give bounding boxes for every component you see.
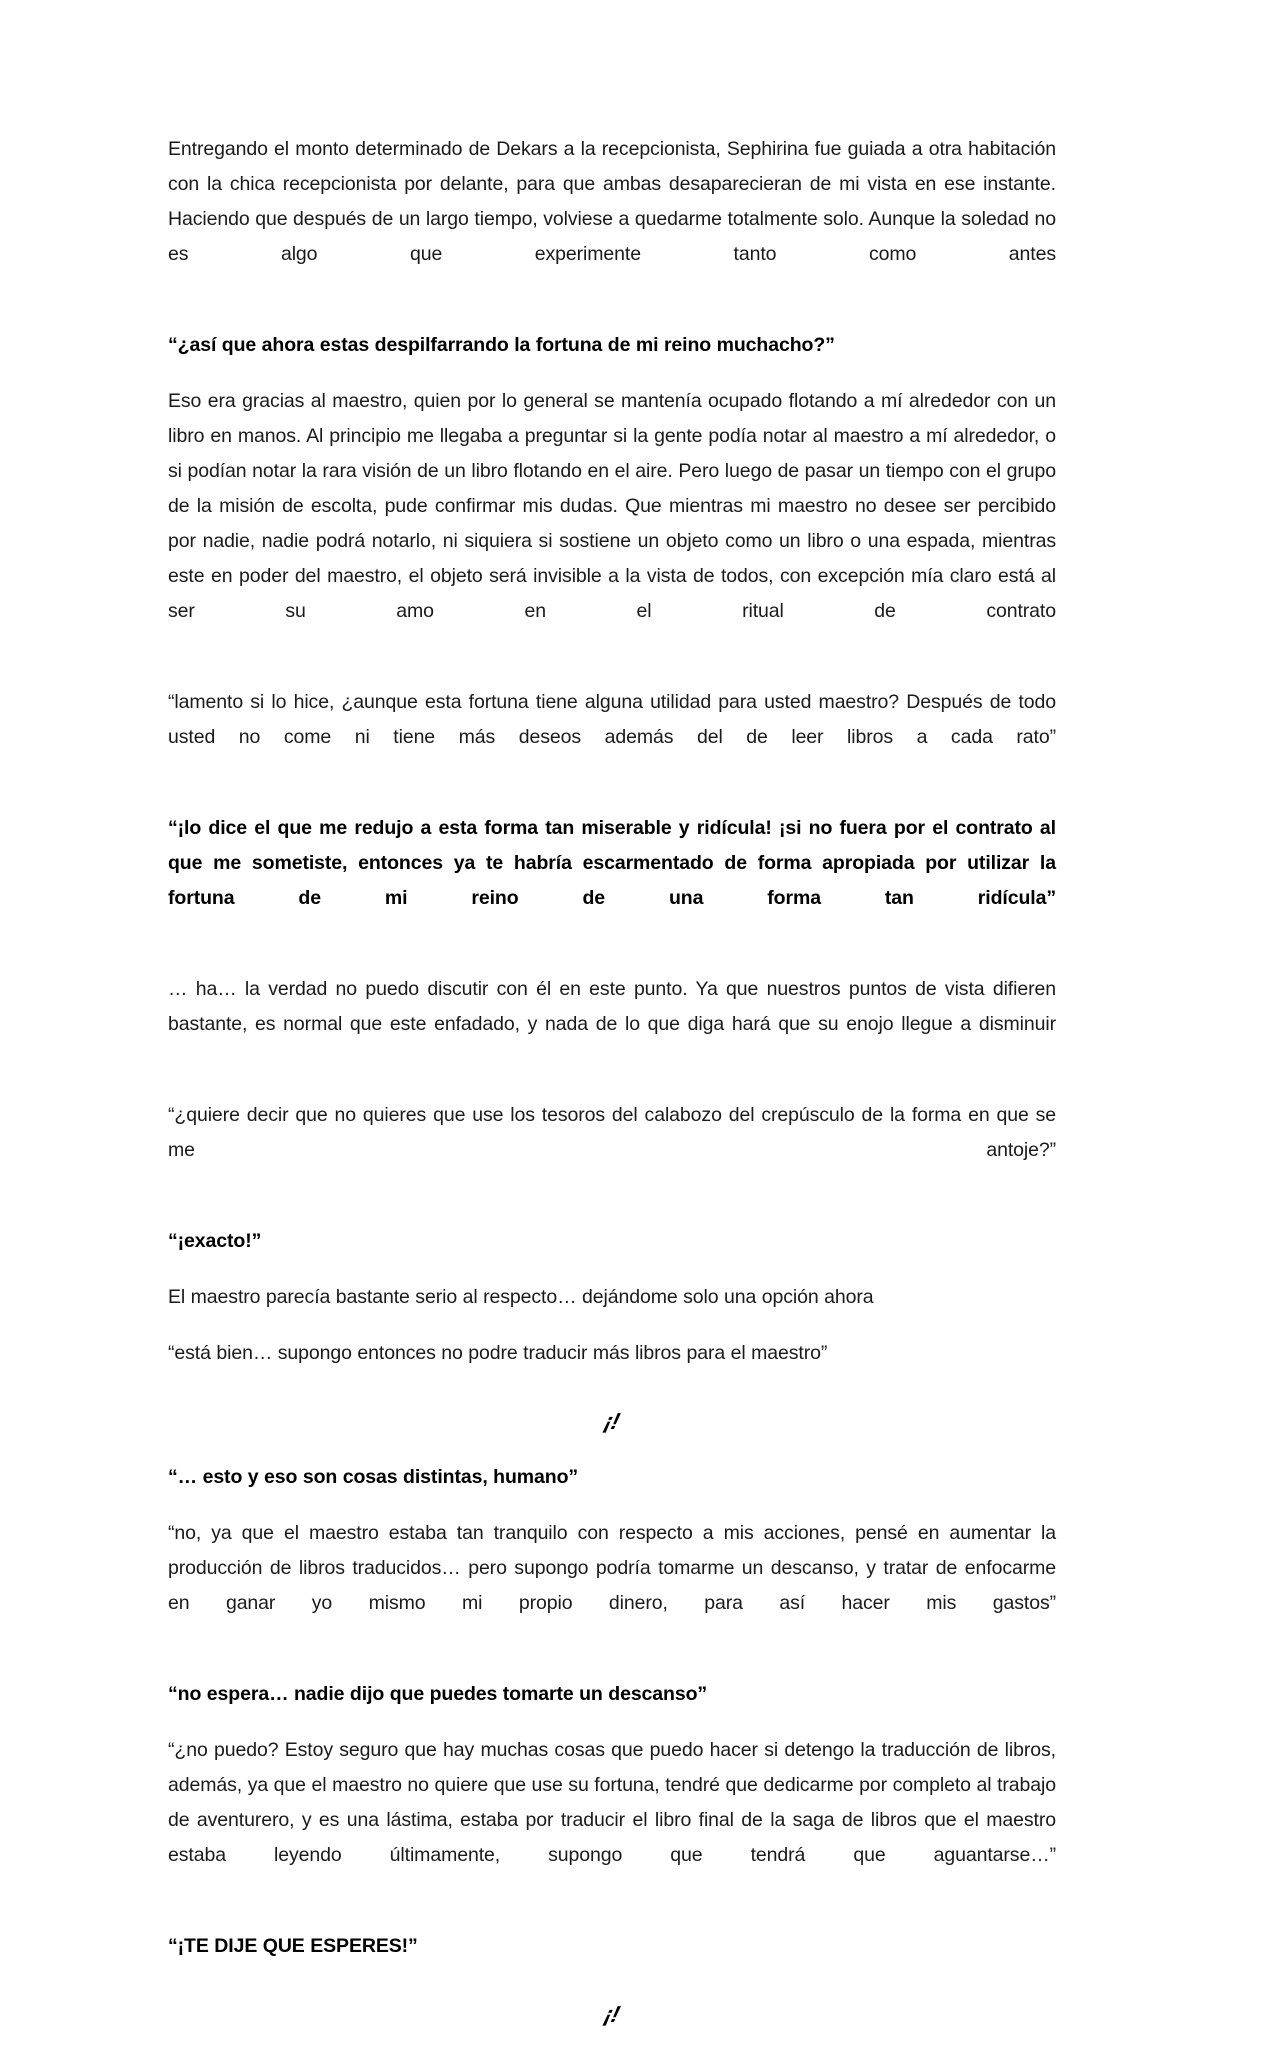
paragraph: … ha… la verdad no puedo discutir con él en este punto. Ya que nuestros puntos de vista difieren bastante, es normal que este enfadado, y nada de lo que diga hará que su enojo llegue a disminuir	[168, 978, 1056, 1035]
dialogue-line: “¡TE DIJE QUE ESPERES!”	[168, 1935, 418, 1957]
dialogue-line: “no espera… nadie dijo que puedes tomarte un descanso”	[168, 1683, 708, 1705]
divider-spacer	[168, 1985, 1056, 1997]
scene-break-divider	[168, 1997, 1056, 2032]
paragraph: Entregando el monto determinado de Dekars a la recepcionista, Sephirina fue guiada a otra habitación con la chica recepcionista por delante, para que ambas desaparecieran de mi vista en ese instante. Haciendo que después de un largo tiempo, volviese a quedarme totalmente solo. Aunque la soledad no es algo que experimente tanto como antes	[168, 138, 1056, 265]
dialogue-line: “¡lo dice el que me redujo a esta forma tan miserable y ridícula! ¡si no fuera por el contrato al que me sometiste, entonces ya te habría escarmentado de forma apropiada por utilizar la fortuna de mi reino de una forma tan ridícula”	[168, 817, 1056, 909]
dialogue-line: “no, ya que el maestro estaba tan tranquilo con respecto a mis acciones, pensé en aumentar la producción de libros traducidos… pero supongo podría tomarme un descanso, y tratar de enfocarme en ganar yo mismo mi propio dinero, para así hacer mis gastos”	[168, 1522, 1056, 1614]
divider-spacer	[168, 1392, 1056, 1404]
dialogue-line: “¿quiere decir que no quieres que use los tesoros del calabozo del crepúsculo de la forma en que se me antoje?”	[168, 1104, 1056, 1161]
dialogue-line: “¿así que ahora estas despilfarrando la fortuna de mi reino muchacho?”	[168, 334, 835, 356]
dialogue-line: “¿no puedo? Estoy seguro que hay muchas cosas que puedo hacer si detengo la traducción de libros, además, ya que el maestro no quiere que use su fortuna, tendré que dedicarme por completo al trabajo de aventurero, y es una lástima, estaba por traducir el libro final de la saga de libros que el maestro estaba leyendo últimamente, supongo que tendrá que aguantarse…”	[168, 1739, 1056, 1866]
paragraph: El maestro parecía bastante serio al respecto… dejándome solo una opción ahora	[168, 1286, 874, 1308]
paragraph: Eso era gracias al maestro, quien por lo general se mantenía ocupado flotando a mí alrededor con un libro en manos. Al principio me llegaba a preguntar si la gente podía notar al maestro a mí alrededor, o si podían notar la rara visión de un libro flotando en el aire. Pero luego de pasar un tiempo con el grupo de la misión de escolta, pude confirmar mis dudas. Que mientras mi maestro no desee ser percibido por nadie, nadie podrá notarlo, ni siquiera si sostiene un objeto como un libro o una espada, mientras este en poder del maestro, el objeto será invisible a la vista de todos, con excepción mía claro está al ser su amo en el ritual de contrato	[168, 390, 1056, 622]
dialogue-line: “está bien… supongo entonces no podre traducir más libros para el maestro”	[168, 1342, 828, 1364]
exclamation-divider-icon: ¡!	[602, 2001, 623, 2027]
dialogue-line: “… esto y eso son cosas distintas, humano”	[168, 1466, 579, 1488]
dialogue-line: “¡exacto!”	[168, 1230, 262, 1252]
exclamation-divider-icon: ¡!	[602, 1408, 623, 1434]
dialogue-line: “lamento si lo hice, ¿aunque esta fortuna tiene alguna utilidad para usted maestro? Después de todo usted no come ni tiene más deseos además del de leer libros a cada rato”	[168, 691, 1056, 748]
scene-break-divider	[168, 1404, 1056, 1439]
document-body	[168, 132, 1056, 2053]
